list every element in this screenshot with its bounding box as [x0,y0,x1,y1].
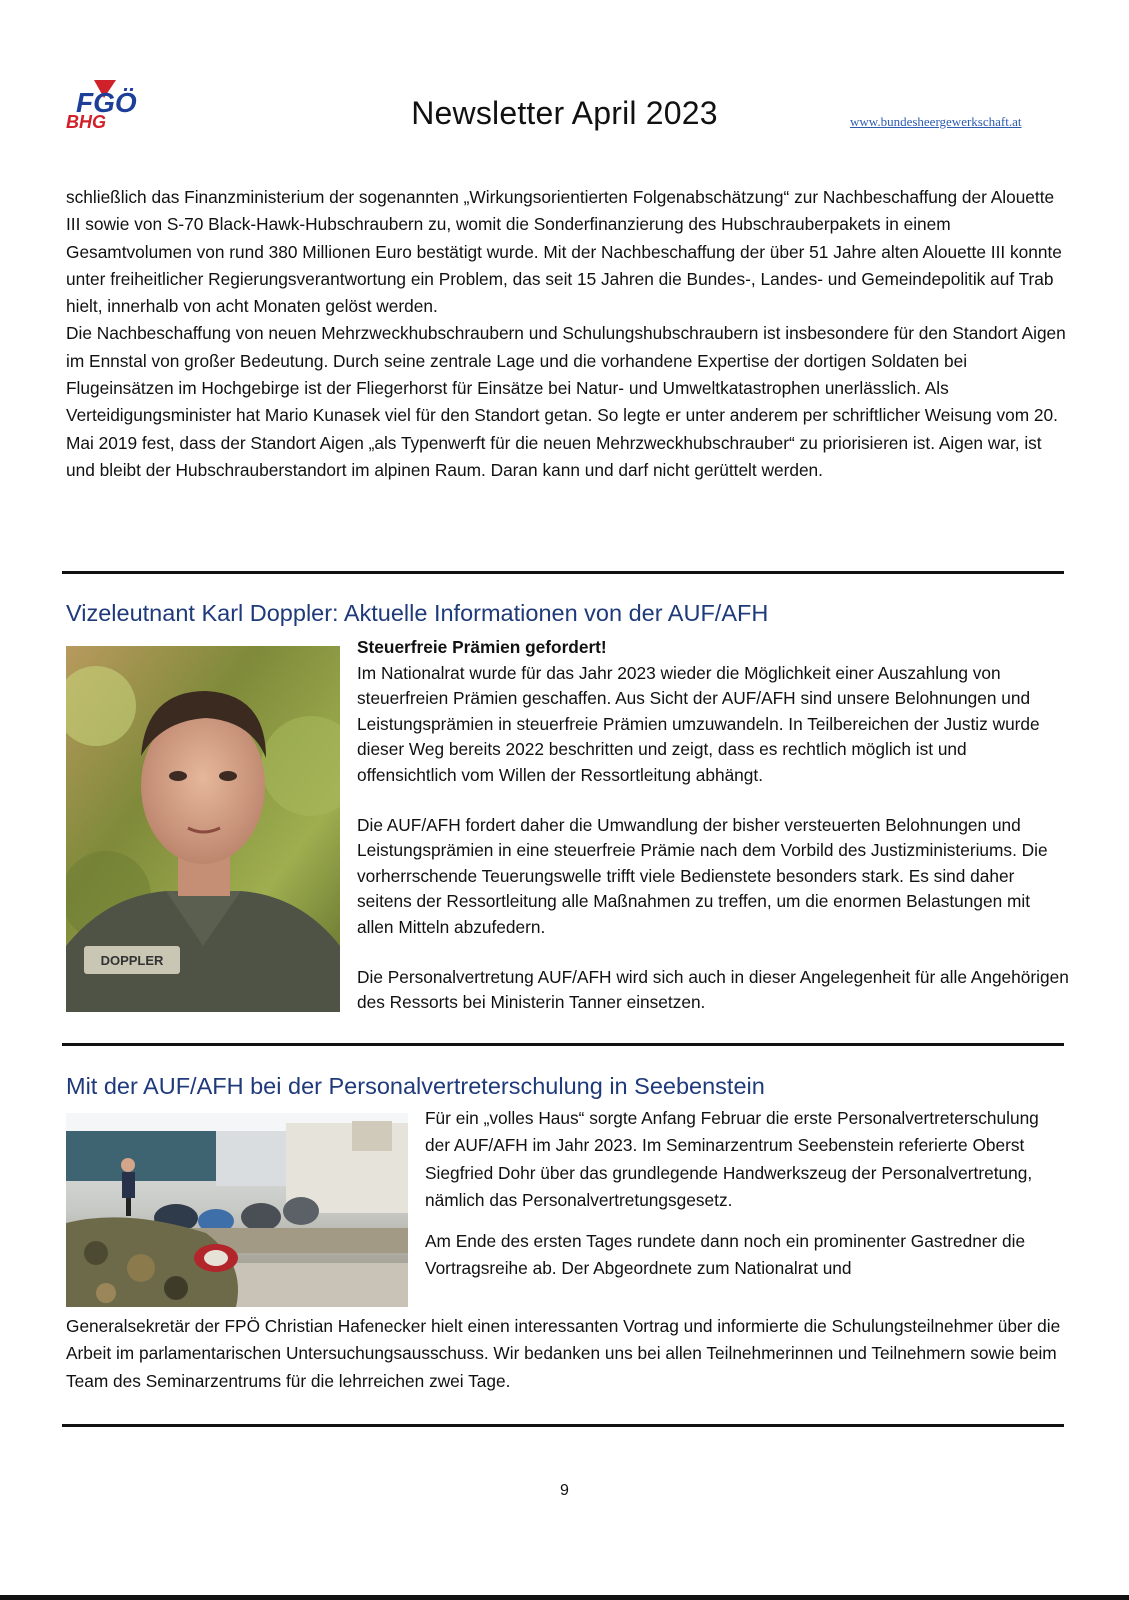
page-bottom-border [0,1595,1129,1600]
seminar-photo [66,1113,408,1307]
section-1-paragraph-1: Im Nationalrat wurde für das Jahr 2023 wieder die Möglichkeit einer Auszahlung von steuerfreien Prämien geschaffen. Aus Sicht der AUF/AFH sind unsere Belohnungen und Leistungsprämien in steuerfreie Prämien umzuwandeln. In Teilbereichen der Justiz wurde dieser Weg bereits 2022 beschritten und zeigt, dass es rechtlich möglich ist und offensichtlich vom Willen der Ressortleitung abhängt. [357,662,1040,785]
section-1-subheading: Steuerfreie Prämien gefordert! [357,637,607,657]
section-2-paragraph-2-end: Generalsekretär der FPÖ Christian Hafenecker hielt einen interessanten Vortrag und informierte die Schulungsteilnehmer über die Arbeit im parlamentarischen Untersuchungsausschuss. Wir bedanken uns bei allen Teilnehmerinnen und Teilnehmern sowie beim Team des Seminarzentrums für die lehrreichen zwei Tage. [66,1316,1061,1391]
newsletter-title: Newsletter April 2023 [411,95,718,131]
section-1-body [357,635,1069,1016]
section-divider [62,1043,1064,1046]
intro-paragraph-1: schließlich das Finanzministerium der sogenannten „Wirkungsorientierten Folgenabschätzung“ zur Nachbeschaffung der Alouette III sowie von S-70 Black-Hawk-Hubschraubern zu, womit die Sonderfinanzierung des Hubschrauberpakets in einem Gesamtvolumen von rund 380 Millionen Euro bestätigt wurde. Mit der Nachbeschaffung der über 51 Jahre alten Alouette III konnte unter freiheitlicher Regierungsverantwortung ein Problem, das seit 15 Jahren die Bundes-, Landes- und Gemeindepolitik auf Trab hielt, innerhalb von acht Monaten gelöst werden. [66,187,1062,317]
section-1-title: Vizeleutnant Karl Doppler: Aktuelle Informationen von der AUF/AFH [66,600,769,626]
section-2-body-continued [66,1313,1066,1395]
logo-main-text: FGÖ [76,87,137,118]
doppler-portrait-photo [66,646,340,1012]
section-2-body [425,1105,1065,1283]
section-1-paragraph-2: Die AUF/AFH fordert daher die Umwandlung der bisher versteuerten Belohnungen und Leistungsprämien in eine steuerfreie Prämie nach dem Vorbild des Justizministeriums. Die vorherrschende Teuerungswelle trifft viele Bedienstete besonders stark. Es sind daher seitens der Ressortleitung alle Maßnahmen zu treffen, um die enormen Belastungen mit allen Mitteln abzufedern. [357,814,1048,937]
logo-sub-text: BHG [66,112,106,132]
section-2-title: Mit der AUF/AFH bei der Personalvertreterschulung in Seebenstein [66,1073,765,1099]
section-divider [62,571,1064,574]
page-number: 9 [560,1482,569,1499]
name-tag-text: DOPPLER [100,953,164,968]
intro-paragraph-2: Die Nachbeschaffung von neuen Mehrzweckhubschraubern und Schulungshubschraubern ist insbesondere für den Standort Aigen im Ennstal von großer Bedeutung. Durch seine zentrale Lage und die vorhandene Expertise der dortigen Soldaten bei Flugeinsätzen im Hochgebirge ist der Fliegerhorst für Einsätze bei Natur- und Umweltkatastrophen unerlässlich. Als Verteidigungsminister hat Mario Kunasek viel für den Standort getan. So legte er unter anderem per schriftlicher Weisung vom 20. Mai 2019 fest, dass der Standort Aigen „als Typenwerft für die neuen Mehrzweckhubschrauber“ zu priorisieren ist. Aigen war, ist und bleibt der Hubschrauberstandort im alpinen Raum. Daran kann und darf nicht gerüttelt werden. [66,323,1066,480]
website-link[interactable]: www.bundesheergewerkschaft.at [850,114,1022,129]
section-2-paragraph-1: Für ein „volles Haus“ sorgte Anfang Februar die erste Personalvertreterschulung der AUF/AFH im Jahr 2023. Im Seminarzentrum Seebenstein referierte Oberst Siegfried Dohr über das grundlegende Handwerkszeug der Personalvertretung, nämlich das Personalvertretungsgesetz. [425,1108,1039,1210]
section-divider [62,1424,1064,1427]
section-1-paragraph-3: Die Personalvertretung AUF/AFH wird sich auch in dieser Angelegenheit für alle Angehörigen des Ressorts bei Ministerin Tanner einsetzen. [357,966,1069,1013]
section-2-paragraph-2-start: Am Ende des ersten Tages rundete dann noch ein prominenter Gastredner die Vortragsreihe ab. Der Abgeordnete zum Nationalrat und [425,1231,1026,1279]
intro-text [66,184,1066,484]
